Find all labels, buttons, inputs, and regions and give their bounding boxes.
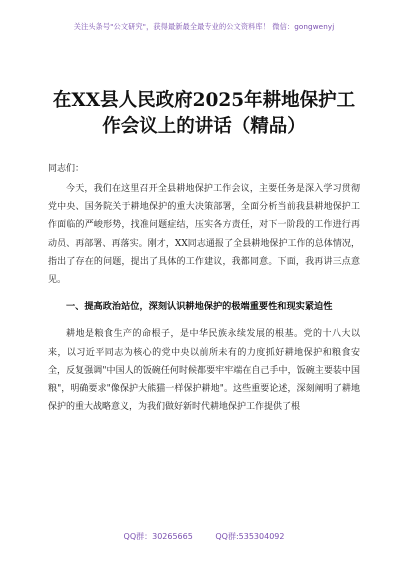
header-banner: 关注头条号"公文研究"，获得最新最全最专业的公文资料库！ 微信：gongwenyj (73, 22, 335, 31)
footer-qq-group-2: QQ群:535304092 (215, 532, 285, 541)
document-title: 在XX县人民政府2025年耕地保护工作会议上的讲话（精品） (52, 90, 356, 137)
section-heading-1: 一、提高政治站位，深刻认识耕地保护的极端重要性和现实紧迫性 (66, 301, 333, 313)
document-body (48, 180, 360, 425)
footer-contact (0, 531, 408, 542)
footer-qq-group-1: QQ群：30265665 (123, 532, 193, 541)
paragraph-intro: 今天，我们在这里召开全县耕地保护工作会议，主要任务是深入学习贯彻党中央、国务院关于耕地保护的重大决策部署，全面分析当前我县耕地保护工作面临的严峻形势，找准问题症结，压实各方责任，对下一阶段的工作进行再动员、再部署、再落实。刚才，XX同志通报了全县耕地保护工作的总体情况，指出了存在的问题，提出了具体的工作建议，我都同意。下面，我再讲三点意见。 (48, 184, 360, 286)
salutation: 同志们： (48, 164, 85, 174)
paragraph-section-1: 耕地是粮食生产的命根子，是中华民族永续发展的根基。党的十八大以来，以习近平同志为核心的党中央以前所未有的力度抓好耕地保护和粮食安全，反复强调"中国人的饭碗任何时候都要牢牢端在自己手中，饭碗主要装中国粮"，明确要求"像保护大熊猫一样保护耕地"。这些重要论述，深刻阐明了耕地保护的重大战略意义，为我们做好新时代耕地保护工作提供了根 (48, 329, 360, 413)
